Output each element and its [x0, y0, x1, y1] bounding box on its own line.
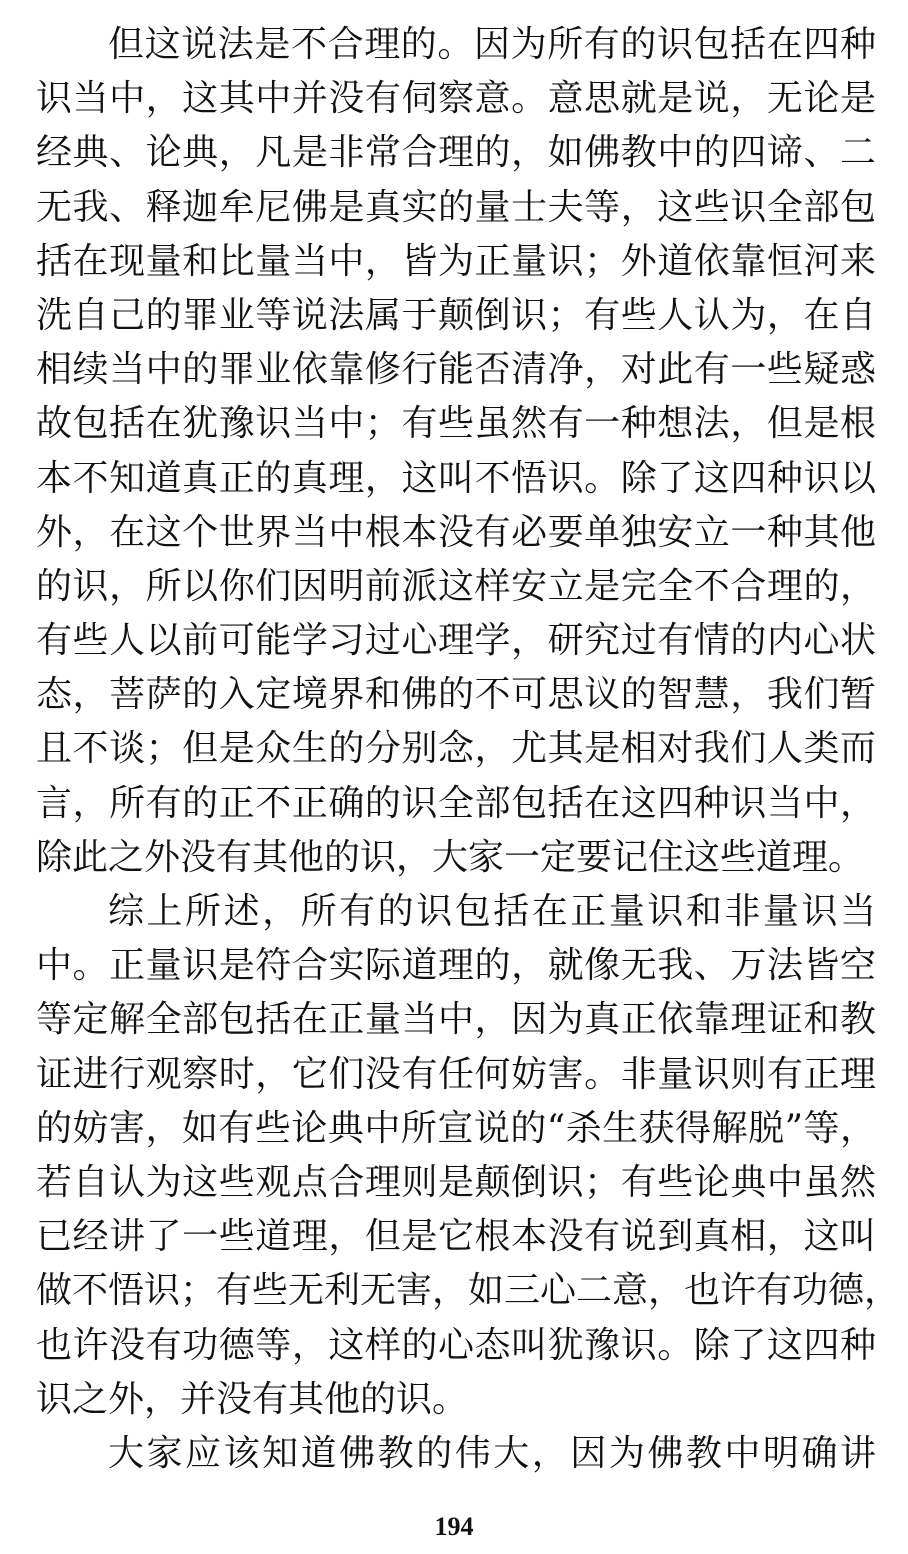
text-line-2: 识当中，这其中并没有伺察意。意思就是说，无论是 — [36, 78, 876, 120]
text-line-24: 做不悟识；有些无利无害，如三心二意，也许有功德， — [36, 1270, 901, 1312]
text-line-3: 经典、论典，凡是非常合理的，如佛教中的四谛、二 — [36, 132, 876, 174]
text-line-10: 外，在这个世界当中根本没有必要单独安立一种其他 — [36, 511, 876, 553]
text-line-25: 也许没有功德等，这样的心态叫犹豫识。除了这四种 — [36, 1324, 876, 1366]
text-line-16: 除此之外没有其他的识，大家一定要记住这些道理。 — [36, 836, 865, 878]
text-line-4: 无我、释迦牟尼佛是真实的量士夫等，这些识全部包 — [36, 186, 876, 228]
text-line-7: 相续当中的罪业依靠修行能否清净，对此有一些疑惑 — [36, 349, 876, 391]
text-line-11: 的识，所以你们因明前派这样安立是完全不合理的， — [36, 565, 876, 607]
text-line-5: 括在现量和比量当中，皆为正量识；外道依靠恒河来 — [36, 240, 876, 282]
page-number: 194 — [434, 1512, 474, 1541]
text-line-21: 的妨害，如有些论典中所宣说的“杀生获得解脱”等， — [36, 1107, 876, 1149]
text-line-14: 且不谈；但是众生的分别念，尤其是相对我们人类而 — [36, 728, 876, 770]
text-line-1: 但这说法是不合理的。因为所有的识包括在四种 — [108, 24, 876, 65]
text-line-6: 洗自己的罪业等说法属于颠倒识；有些人认为，在自 — [36, 294, 876, 336]
text-line-9: 本不知道真正的真理，这叫不悟识。除了这四种识以 — [36, 457, 876, 499]
text-line-12: 有些人以前可能学习过心理学，研究过有情的内心状 — [36, 620, 876, 662]
text-line-15: 言，所有的正不正确的识全部包括在这四种识当中， — [36, 782, 876, 824]
text-line-13: 态，菩萨的入定境界和佛的不可思议的智慧，我们暂 — [36, 674, 876, 716]
text-line-8: 故包括在犹豫识当中；有些虽然有一种想法，但是根 — [36, 403, 876, 445]
text-line-18: 中。正量识是符合实际道理的，就像无我、万法皆空 — [36, 945, 876, 987]
text-line-19: 等定解全部包括在正量当中，因为真正依靠理证和教 — [36, 999, 876, 1041]
text-line-23: 已经讲了一些道理，但是它根本没有说到真相，这叫 — [36, 1216, 876, 1258]
body-text — [36, 18, 901, 1481]
text-line-26: 识之外，并没有其他的识。 — [36, 1378, 469, 1420]
text-line-20: 证进行观察时，它们没有任何妨害。非量识则有正理 — [36, 1053, 876, 1095]
text-line-17: 综上所述，所有的识包括在正量识和非量识当 — [108, 891, 876, 932]
text-line-27: 大家应该知道佛教的伟大，因为佛教中明确讲 — [108, 1432, 876, 1474]
text-line-22: 若自认为这些观点合理则是颠倒识；有些论典中虽然 — [36, 1161, 876, 1203]
